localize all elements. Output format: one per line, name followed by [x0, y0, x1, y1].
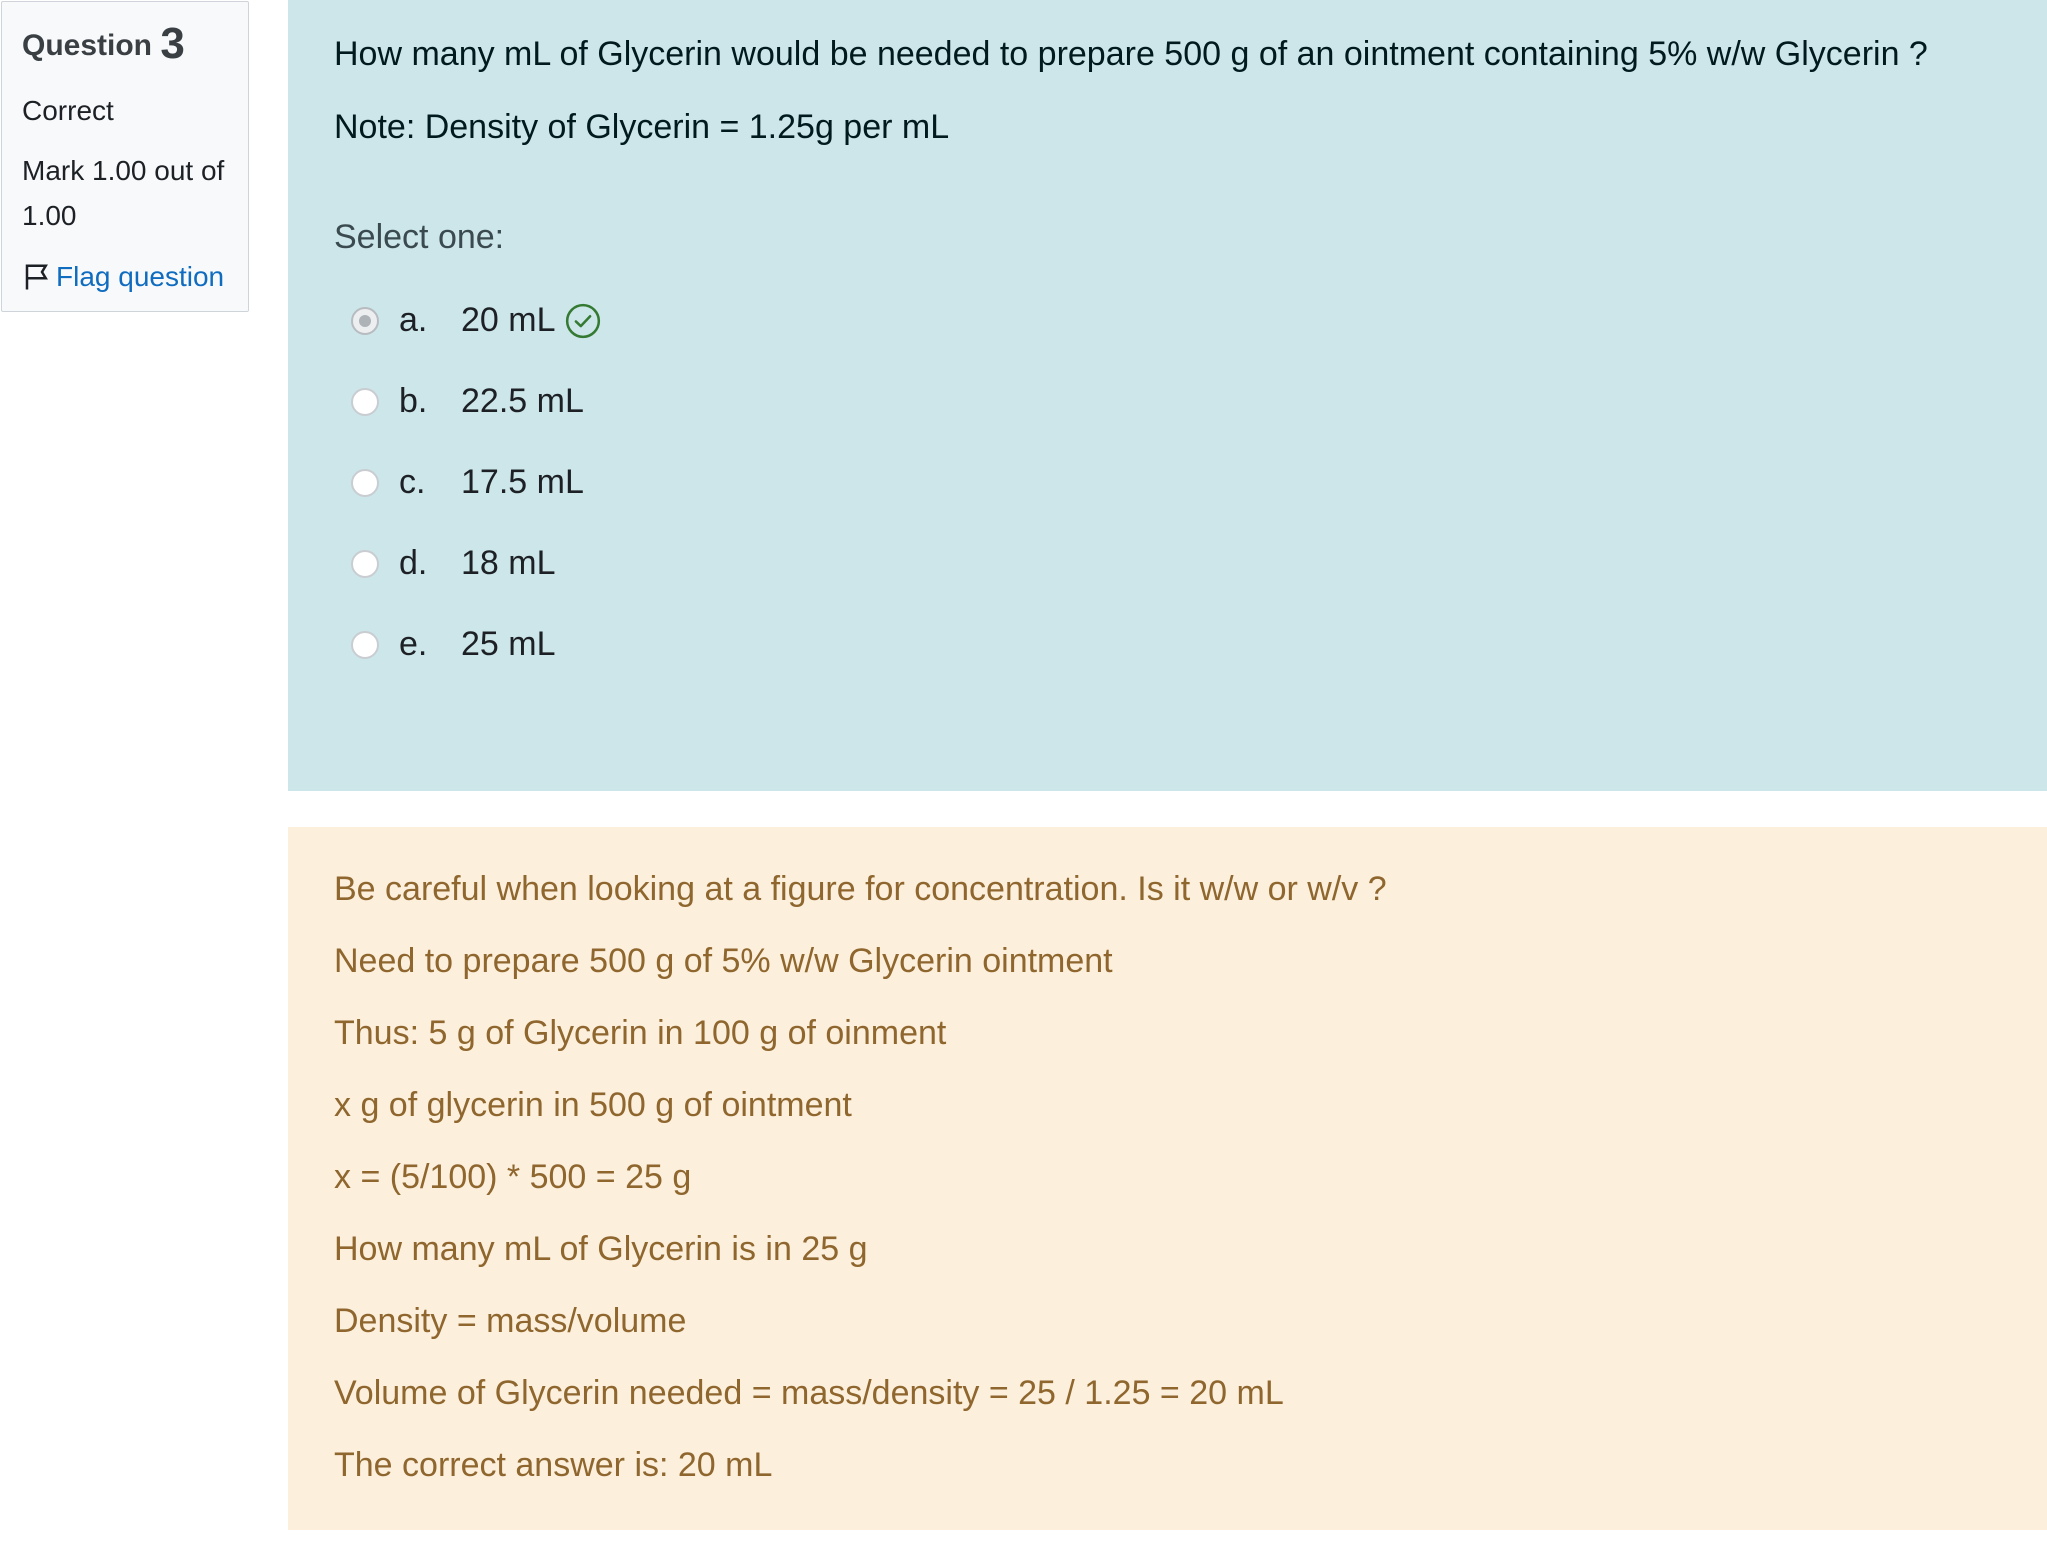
answer-letter: d. — [399, 544, 428, 582]
answer-letter: b. — [399, 382, 428, 420]
question-text-main: How many mL of Glycerin would be needed to prepare 500 g of an ointment containing 5% w/w Glycerin ? — [334, 35, 1928, 73]
question-number-heading — [22, 20, 228, 68]
answer-text: 17.5 mL — [461, 463, 584, 501]
question-text — [334, 28, 2001, 154]
flag-question-label: Flag question — [56, 261, 225, 292]
radio-a[interactable] — [351, 307, 379, 335]
correct-answer-line: The correct answer is: 20 mL — [334, 1446, 773, 1484]
answer-text: 18 mL — [461, 544, 556, 582]
question-info-panel — [1, 1, 249, 312]
question-note: Note: Density of Glycerin = 1.25g per mL — [334, 108, 950, 146]
question-formulation — [288, 0, 2047, 791]
feedback-line: Be careful when looking at a figure for concentration. Is it w/w or w/v ? — [334, 870, 1387, 908]
question-state: Correct — [22, 95, 114, 126]
answer-letter: e. — [399, 625, 428, 663]
answer-text: 20 mL — [461, 301, 556, 339]
answer-option-d[interactable] — [334, 523, 2001, 604]
radio-b[interactable] — [351, 388, 379, 416]
feedback-line: Density = mass/volume — [334, 1302, 687, 1340]
flag-question-link[interactable] — [22, 258, 228, 296]
answer-letter: c. — [399, 463, 426, 501]
question-grade: Mark 1.00 out of 1.00 — [22, 155, 225, 231]
feedback-line: Need to prepare 500 g of 5% w/w Glycerin ointment — [334, 942, 1113, 980]
answer-text: 22.5 mL — [461, 382, 584, 420]
feedback-line: x = (5/100) * 500 = 25 g — [334, 1158, 692, 1196]
radio-d[interactable] — [351, 550, 379, 578]
feedback-line: x g of glycerin in 500 g of ointment — [334, 1086, 852, 1124]
feedback-line: Thus: 5 g of Glycerin in 100 g of oinment — [334, 1014, 947, 1052]
question-number: 3 — [160, 19, 185, 68]
general-feedback — [288, 827, 2047, 1530]
answer-option-c[interactable] — [334, 442, 2001, 523]
answer-letter: a. — [399, 301, 428, 339]
flag-outline-icon — [22, 262, 52, 292]
radio-e[interactable] — [351, 631, 379, 659]
question-label: Question — [22, 29, 153, 62]
feedback-line: How many mL of Glycerin is in 25 g — [334, 1230, 868, 1268]
answer-text: 25 mL — [461, 625, 556, 663]
answer-list — [334, 280, 2001, 685]
answer-option-b[interactable] — [334, 361, 2001, 442]
check-circle-icon — [564, 302, 602, 340]
answer-option-e[interactable] — [334, 604, 2001, 685]
answer-option-a[interactable] — [334, 280, 2001, 361]
select-one-prompt: Select one: — [334, 218, 505, 256]
radio-c[interactable] — [351, 469, 379, 497]
feedback-line: Volume of Glycerin needed = mass/density = 25 / 1.25 = 20 mL — [334, 1374, 1284, 1412]
